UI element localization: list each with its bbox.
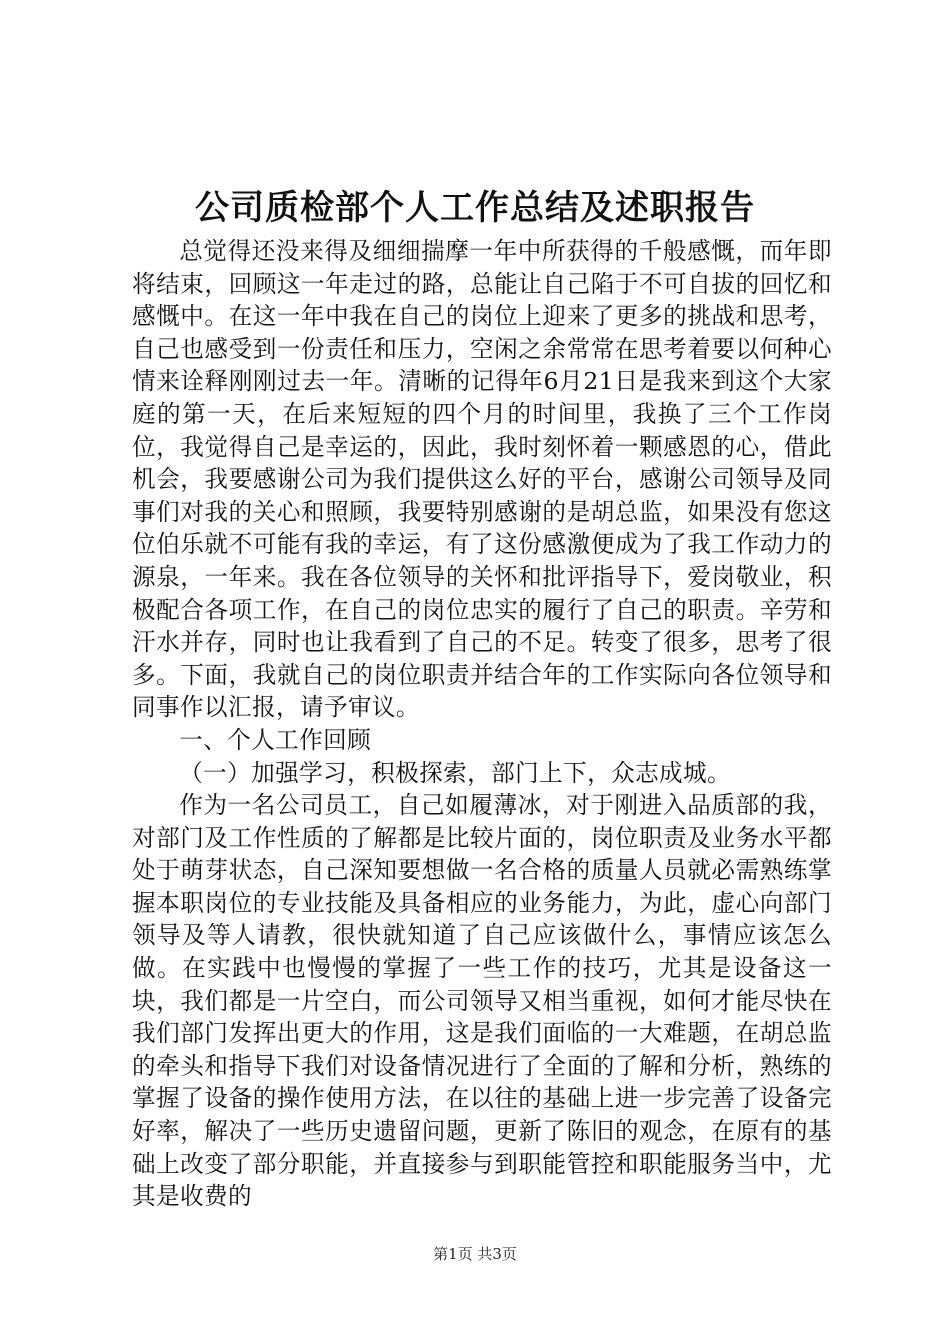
paragraph-study: 作为一名公司员工，自己如履薄冰，对于刚进入品质部的我，对部门及工作性质的了解都是比较片面的，岗位职责及业务水平都处于萌芽状态，自己深知要想做一名合格的质量人员就必需熟练掌握本职岗位的专业技能及具备相应的业务能力，为此，虚心向部门领导及等人请教，很快就知道了自己应该做什么，事情应该怎么做。在实践中也慢慢的掌握了一些工作的技巧，尤其是设备这一块，我们都是一片空白，而公司领导又相当重视，如何才能尽快在我们部门发挥出更大的作用，这是我们面临的一大难题，在胡总监的牵头和指导下我们对设备情况进行了全面的了解和分析，熟练的掌握了设备的操作使用方法，在以往的基础上进一步完善了设备完好率，解决了一些历史遗留问题，更新了陈旧的观念，在原有的基础上改变了部分职能，并直接参与到职能管控和职能服务当中，尤其是收费的 [132,791,832,1211]
document-title: 公司质检部个人工作总结及述职报告 [195,188,755,228]
document-body [132,235,832,1213]
paragraph-intro: 总觉得还没来得及细细揣摩一年中所获得的千般感慨，而年即将结束，回顾这一年走过的路，总能让自己陷于不可自拔的回忆和感慨中。在这一年中我在自己的岗位上迎来了更多的挑战和思考，自己也感受到一份责任和压力，空闲之余常常在思考着要以何种心情来诠释刚刚过去一年。清晰的记得年6月21日是我来到这个大家庭的第一天，在后来短短的四个月的时间里，我换了三个工作岗位，我觉得自己是幸运的，因此，我时刻怀着一颗感恩的心，借此机会，我要感谢公司为我们提供这么好的平台，感谢公司领导及同事们对我的关心和照顾，我要特别感谢的是胡总监，如果没有您这位伯乐就不可能有我的幸运，有了这份感激便成为了我工作动力的源泉，一年来。我在各位领导的关怀和批评指导下，爱岗敬业，积极配合各项工作，在自己的岗位忠实的履行了自己的职责。辛劳和汗水并存，同时也让我看到了自己的不足。转变了很多，思考了很多。下面，我就自己的岗位职责并结合年的工作实际向各位领导和同事作以汇报，请予审议。 [132,237,832,722]
section-heading: 一、个人工作回顾 [179,725,372,754]
subsection-heading: （一）加强学习，积极探索，部门上下，众志成城。 [179,758,732,787]
page-footer: 第1页 共3页 [433,1245,517,1263]
